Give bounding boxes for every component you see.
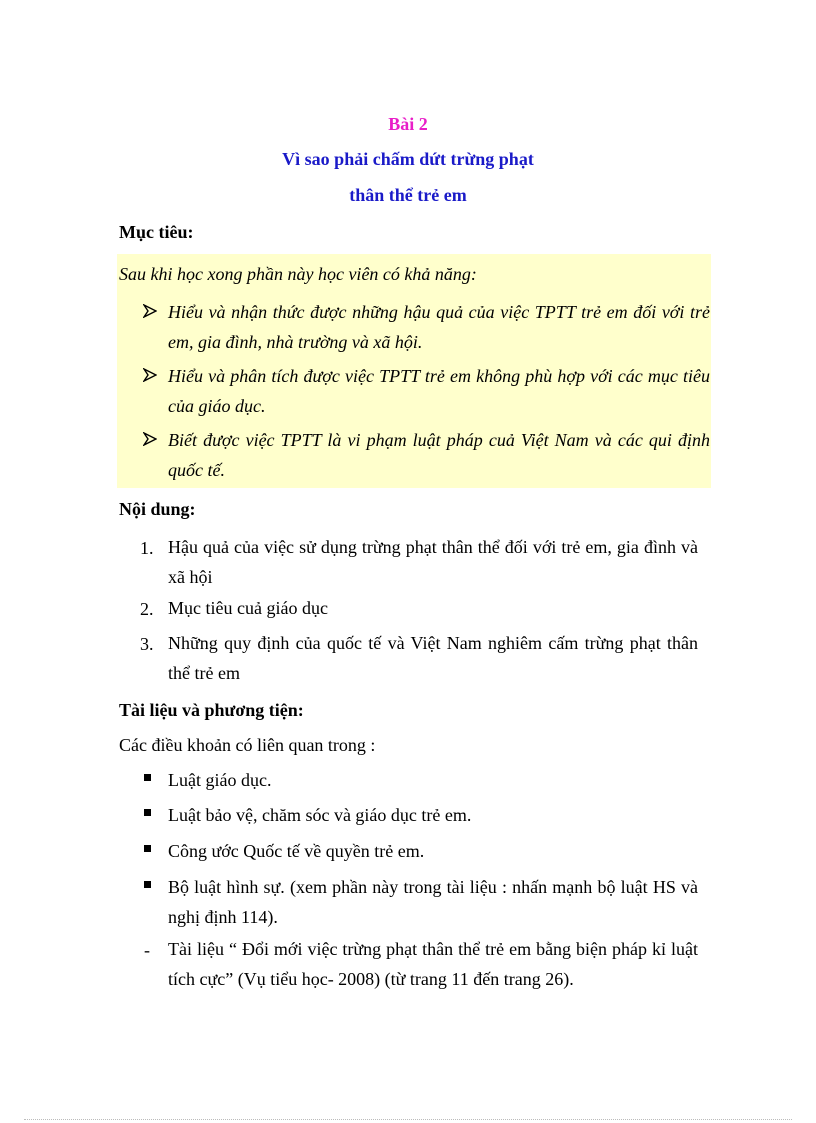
content-heading: Nội dung: [119,499,196,519]
materials-item: Bộ luật hình sự. (xem phần này trong tài liệu : nhấn mạnh bộ luật HS và nghị định 114). [168,877,698,927]
materials-item: Công ước Quốc tế về quyền trẻ em. [168,841,425,861]
objectives-heading: Mục tiêu: [119,222,194,242]
lesson-number: Bài 2 [388,114,428,134]
materials-intro: Các điều khoản có liên quan trong : [119,735,376,755]
objectives-intro: Sau khi học xong phần này học viên có khả năng: [119,264,477,284]
materials-item: Luật giáo dục. [168,770,272,790]
list-number: 3. [140,634,154,654]
objective-item: Hiểu và phân tích được việc TPTT trẻ em không phù hợp với các mục tiêu của giáo dục. [168,366,710,416]
square-bullet-icon [144,845,151,852]
square-bullet-icon [144,809,151,816]
content-item: Mục tiêu cuả giáo dục [168,598,328,618]
lesson-title-line-1: Vì sao phải chấm dứt trừng phạt [282,149,534,169]
page-bottom-rule [24,1119,792,1120]
content-item: Hậu quả của việc sử dụng trừng phạt thân thể đối với trẻ em, gia đình và xã hội [168,537,698,587]
lesson-title-line-2: thân thể trẻ em [349,185,467,205]
list-number: 1. [140,538,154,558]
dash-bullet: - [144,940,150,960]
list-number: 2. [140,599,154,619]
arrow-bullet-icon [143,368,157,382]
objective-item: Biết được việc TPTT là vi phạm luật pháp cuả Việt Nam và các qui định quốc tế. [168,430,710,480]
objective-item: Hiểu và nhận thức được những hậu quả của việc TPTT trẻ em đối với trẻ em, gia đình, nhà trường và xã hội. [168,302,710,352]
square-bullet-icon [144,881,151,888]
content-item: Những quy định của quốc tế và Việt Nam nghiêm cấm trừng phạt thân thể trẻ em [168,633,698,683]
materials-item: Luật bảo vệ, chăm sóc và giáo dục trẻ em. [168,805,472,825]
arrow-bullet-icon [143,432,157,446]
materials-heading: Tài liệu và phương tiện: [119,700,304,720]
square-bullet-icon [144,774,151,781]
arrow-bullet-icon [143,304,157,318]
materials-reference: Tài liệu “ Đổi mới việc trừng phạt thân thể trẻ em bằng biện pháp kỉ luật tích cực” (Vụ tiểu học- 2008) (từ trang 11 đến trang 26). [168,939,698,989]
